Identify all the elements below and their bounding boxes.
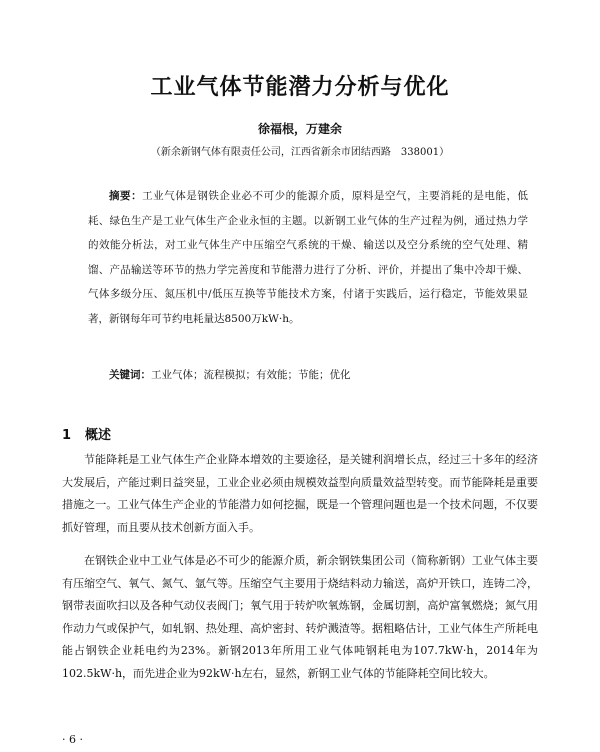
keywords: [88, 367, 528, 382]
page-number: · 6 ·: [62, 733, 83, 746]
keywords-label: 关键词：: [109, 369, 151, 381]
section-title: 概述: [85, 428, 112, 443]
abstract-text: 工业气体是钢铁企业必不可少的能源介质，原料是空气，主要消耗的是电能，低耗、绿色生产是工业气体生产企业永恒的主题。以新钢工业气体的生产过程为例，通过热力学的效能分析法，对工业气体生产中压缩空气系统的干燥、输送以及空分系统的空气处理、精馏、产品输送等环节的热力学完善度和节能潜力进行了分析、评价，并提出了集中冷却干燥、气体多级分压、氮压机中/低压互换等节能技术方案，付诸于实践后，运行稳定，节能效果显著，新钢每年可节约电耗量达8500万kW·h。: [88, 190, 529, 325]
section-heading: [62, 424, 111, 443]
abstract: [88, 184, 528, 331]
abstract-label: 摘要：: [109, 190, 143, 202]
authors: 徐福根，万建余: [257, 122, 342, 136]
paper-title: 工业气体节能潜力分析与优化: [150, 75, 450, 100]
affiliation: （新余新钢气体有限责任公司，江西省新余市团结西路 338001）: [150, 147, 450, 158]
keywords-text: 工业气体；流程模拟；有效能；节能；优化: [151, 369, 351, 381]
body-paragraph: 节能降耗是工业气体生产企业降本增效的主要途径，是关键利润增长点，经过三十多年的经济大发展后，产能过剩日益突显，工业企业必须由规模效益型向质量效益型转变。而节能降耗是重要措施之一。工业气体生产企业的节能潜力如何挖掘，既是一个管理问题也是一个技术问题，不仅要抓好管理，而且要从技术创新方面入手。: [62, 453, 538, 534]
body-paragraph: 在钢铁企业中工业气体是必不可少的能源介质，新余钢铁集团公司（简称新钢）工业气体主要有压缩空气、氧气、氮气、氩气等。压缩空气主要用于烧结料动力输送，高炉开铁口，连铸二冷，钢带表面吹扫以及各种气动仪表阀门；氧气用于转炉吹氧炼钢，金属切割，高炉富氧燃烧；氮气用作动力气或保护气，如轧钢、热处理、高炉密封、转炉溅渣等。据粗略估计，工业气体生产所耗电能占钢铁企业耗电约为23%。新钢2013年所用工业气体吨钢耗电为107.7kW·h，2014年为102.5kW·h，而先进企业为92kW·h左右，显然，新钢工业气体的节能降耗空间比较大。: [62, 554, 538, 680]
section-number: 1: [62, 428, 72, 443]
